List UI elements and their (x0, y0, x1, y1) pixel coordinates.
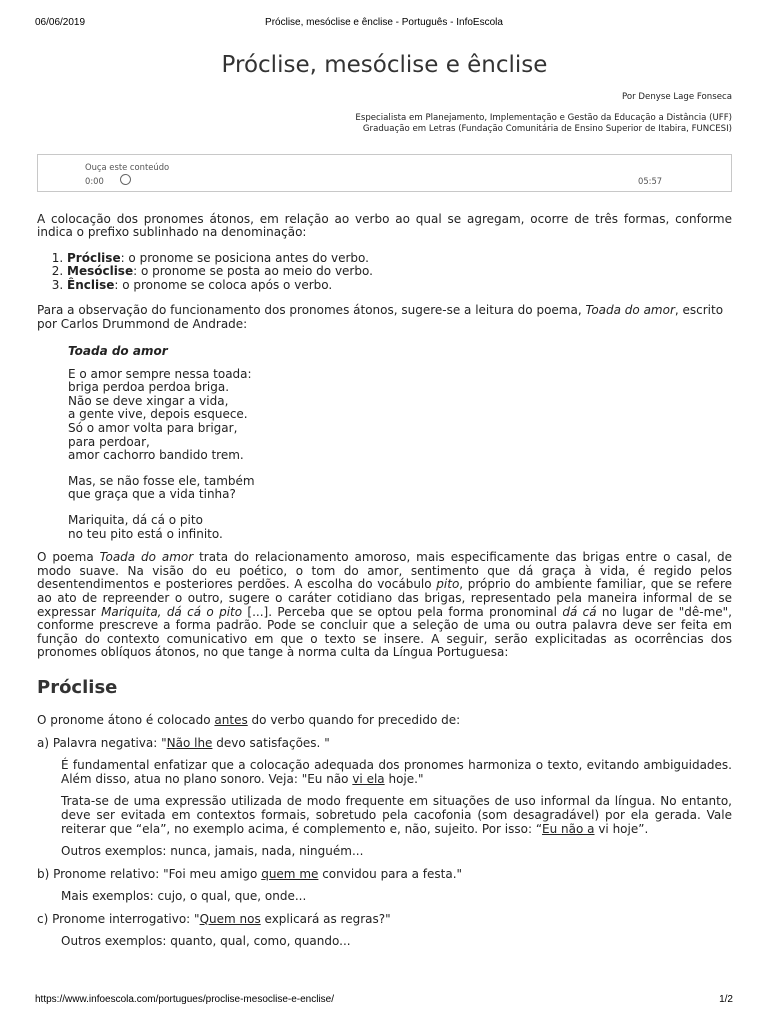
forms-list (37, 252, 732, 293)
text-run: O poema (37, 550, 100, 565)
print-header (35, 17, 733, 31)
print-page-title: Próclise, mesóclise e ênclise - Português - InfoEscola (265, 17, 503, 28)
poem-line: Mariquita, dá cá o pito (68, 513, 203, 527)
italic-run: Mariquita, dá cá o pito (101, 604, 243, 619)
form-term: Mesóclise (67, 264, 134, 279)
poem-line: Não se deve xingar a vida, (68, 393, 229, 408)
audio-label: Ouça este conteúdo (85, 161, 170, 172)
poem-intro-paragraph (37, 304, 732, 331)
text-run: Trata-se de uma expressão utilizada de modo frequente em situações de uso informal da língua. No entanto, deve ser evitada em contextos formais, sobretudo pela cacofonia (som desagradável) por ela gerada. Vale reiterar que “ela”, no exemplo acima, é complemento e, não, sujeito. Por isso: “ (61, 794, 732, 836)
audio-seek-handle[interactable] (120, 174, 131, 185)
underlined-run: antes (214, 712, 248, 727)
text-run: , escrito por Carlos Drummond de Andrade: (37, 303, 724, 332)
poem-line: briga perdoa perdoa briga. (68, 380, 230, 395)
section-heading-proclise: Próclise (37, 676, 118, 698)
text-run: trata do relacionamento amoroso, mais especificamente das brigas entre o casal, de modo suave. Na visão do eu poético, o tom do amor, sentimento que dá graça à vida, é regido pelos desentendimentos e posteriores perdões. A escolha do vocábulo (37, 550, 732, 592)
poem-stanza (68, 475, 732, 502)
poem-line: E o amor sempre nessa toada: (68, 366, 252, 381)
poem-line: Mas, se não fosse ele, também (68, 473, 255, 488)
poem-line: amor cachorro bandido trem. (68, 448, 244, 463)
text-run: explicará as regras?" (260, 911, 391, 926)
poem-stanza (68, 368, 732, 463)
poem-line: Só o amor volta para brigar, (68, 421, 238, 436)
author-credential: Graduação em Letras (Fundação Comunitária de Ensino Superior de Itabira, FUNCESI) (362, 124, 732, 134)
text-run: , próprio do ambiente familiar, que se refere ao ato de repreender o outro, sugere o caráter cotidiano das brigas, representado pela maneira informal de se expressar (37, 577, 732, 619)
italic-run: Toada do amor (99, 550, 194, 565)
proclise-c-more: Outros exemplos: quanto, qual, como, quando... (61, 934, 351, 949)
text-run: vi hoje”. (594, 821, 649, 836)
author-credential: Especialista em Planejamento, Implementação e Gestão da Educação a Distância (UFF) (355, 112, 732, 123)
form-desc: : o pronome se posta ao meio do verbo. (133, 264, 373, 279)
article (37, 48, 732, 949)
page-number: 1/2 (719, 994, 733, 1005)
text-run: b) Pronome relativo: "Foi meu amigo (37, 866, 262, 881)
poem-title: Toada do amor (68, 343, 168, 358)
audio-player[interactable] (37, 154, 732, 192)
proclise-b-more: Mais exemplos: cujo, o qual, que, onde... (61, 889, 307, 904)
proclise-rule (37, 714, 732, 728)
audio-current-time: 0:00 (85, 175, 104, 186)
form-term: Próclise (67, 250, 121, 265)
poem-line: a gente vive, depois esquece. (68, 407, 248, 422)
text-run: É fundamental enfatizar que a colocação adequada dos pronomes harmoniza o texto, evitando ambiguidades. Além disso, atua no plano sonoro. Veja: "Eu não (61, 758, 732, 786)
form-term: Ênclise (67, 277, 115, 292)
text-run: [...]. Perceba que se optou pela forma pronominal (242, 604, 563, 619)
underlined-run: Quem nos (199, 911, 261, 926)
print-date: 06/06/2019 (35, 17, 86, 28)
underlined-run: vi ela (352, 771, 385, 786)
text-run: c) Pronome interrogativo: " (37, 911, 200, 926)
author-name: Por Denyse Lage Fonseca (622, 92, 732, 102)
intro-paragraph: A colocação dos pronomes átonos, em relação ao verbo ao qual se agregam, ocorre de três formas, conforme indica o prefixo sublinhado na denominação: (37, 211, 732, 240)
proclise-case-c (37, 913, 732, 927)
form-desc: : o pronome se coloca após o verbo. (114, 277, 333, 292)
proclise-a-note (61, 795, 732, 836)
text-run: convidou para a festa." (318, 866, 463, 881)
text-run: Para a observação do funcionamento dos pronomes átonos, sugere-se a leitura do poema, (37, 303, 586, 318)
list-item (67, 279, 732, 293)
poem-line: no teu pito está o infinito. (68, 526, 223, 541)
text-run: no lugar de "dê-me", conforme prescreve a forma padrão. Pode se concluir que a seleção de uma ou outra palavra deve ser feita em função do contexto comunicativo em que o texto se insere. A seguir, serão explicitadas as ocorrências dos pronomes oblíquos átonos, no que tange à norma culta da Língua Portuguesa: (37, 604, 732, 660)
proclise-a-explanation (61, 759, 732, 786)
analysis-paragraph (37, 551, 732, 660)
author-block (37, 92, 732, 136)
print-url: https://www.infoescola.com/portugues/proclise-mesoclise-e-enclise/ (35, 994, 335, 1005)
poem-stanza (68, 514, 732, 541)
poem-line: que graça que a vida tinha? (68, 487, 236, 502)
underlined-run: Eu não a (542, 821, 595, 836)
text-run: devo satisfações. " (212, 735, 330, 750)
text-run: do verbo quando for precedido de: (247, 712, 461, 727)
underlined-run: Não lhe (166, 735, 213, 750)
poem-name: Toada do amor (585, 303, 675, 318)
text-run: O pronome átono é colocado (37, 712, 215, 727)
form-desc: : o pronome se posiciona antes do verbo. (120, 250, 369, 265)
text-run: hoje." (384, 771, 424, 786)
proclise-a-more: Outros exemplos: nunca, jamais, nada, ninguém... (61, 844, 364, 859)
proclise-case-a (37, 737, 732, 751)
audio-duration: 05:57 (638, 175, 663, 186)
list-item (67, 252, 732, 266)
article-title: Próclise, mesóclise e ênclise (221, 52, 548, 78)
poem-line: para perdoar, (68, 434, 150, 449)
italic-run: pito (436, 577, 460, 592)
proclise-case-b (37, 868, 732, 882)
italic-run: dá cá (562, 604, 597, 619)
underlined-run: quem me (261, 866, 319, 881)
text-run: a) Palavra negativa: " (37, 735, 167, 750)
poem (68, 344, 732, 542)
print-footer (35, 994, 733, 1008)
list-item (67, 265, 732, 279)
